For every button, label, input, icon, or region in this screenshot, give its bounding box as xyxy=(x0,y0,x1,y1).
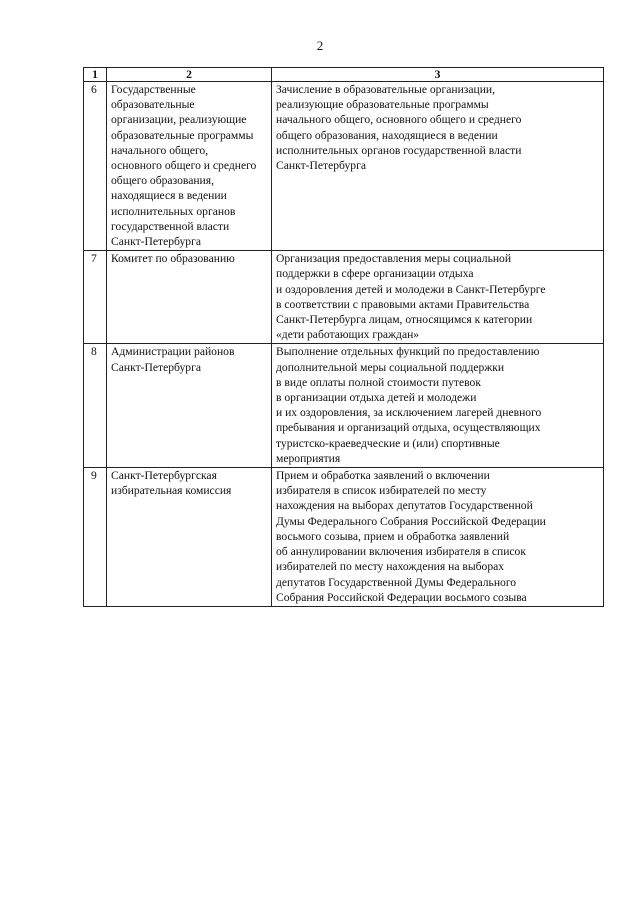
table-row xyxy=(84,468,604,607)
table-row xyxy=(84,251,604,344)
organization-cell: Комитет по образованию xyxy=(107,251,272,344)
document-table xyxy=(83,67,604,607)
header-cell-3: 3 xyxy=(272,68,604,82)
function-cell: Выполнение отдельных функций по предоставлению дополнительной меры социальной поддержки в виде оплаты полной стоимости путевок в организации отдыха детей и молодежи и их оздоровления, за исключением лагерей дневного пребывания и организаций отдыха, осуществляющих туристско-краеведческие и (или) спортивные мероприятия xyxy=(272,344,604,468)
function-cell: Прием и обработка заявлений о включении избирателя в список избирателей по месту нахождения на выборах депутатов Государственной Думы Федерального Собрания Российской Федерации восьмого созыва, прием и обработка заявлений об аннулировании включения избирателя в список избирателей по месту нахождения на выборах депутатов Государственной Думы Федерального Собрания Российской Федерации восьмого созыва xyxy=(272,468,604,607)
header-cell-1: 1 xyxy=(84,68,107,82)
table-row xyxy=(84,82,604,251)
organization-cell: Государственные образовательные организации, реализующие образовательные программы начального общего, основного общего и среднего общего образования, находящиеся в ведении исполнительных органов государственной власти Санкт-Петербурга xyxy=(107,82,272,251)
row-number: 7 xyxy=(84,251,107,344)
table-row xyxy=(84,344,604,468)
organization-cell: Администрации районов Санкт-Петербурга xyxy=(107,344,272,468)
table-header-row xyxy=(84,68,604,82)
page-number: 2 xyxy=(316,38,324,53)
header-cell-2: 2 xyxy=(107,68,272,82)
function-cell: Организация предоставления меры социальной поддержки в сфере организации отдыха и оздоровления детей и молодежи в Санкт-Петербурге в соответствии с правовыми актами Правительства Санкт-Петербурга лицам, относящимся к категории «дети работающих граждан» xyxy=(272,251,604,344)
organization-cell: Санкт-Петербургская избирательная комиссия xyxy=(107,468,272,607)
function-cell: Зачисление в образовательные организации, реализующие образовательные программы начального общего, основного общего и среднего общего образования, находящиеся в ведении исполнительных органов государственной власти Санкт-Петербурга xyxy=(272,82,604,251)
row-number: 6 xyxy=(84,82,107,251)
row-number: 8 xyxy=(84,344,107,468)
row-number: 9 xyxy=(84,468,107,607)
